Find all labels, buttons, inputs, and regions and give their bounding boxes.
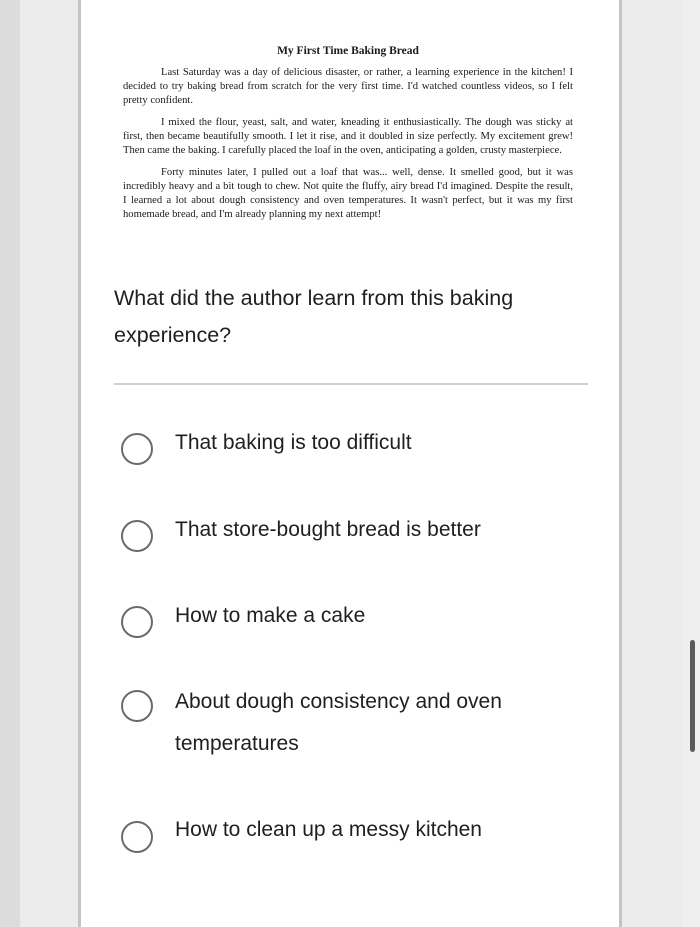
question-text: What did the author learn from this baking experience?: [114, 286, 514, 347]
passage-paragraph: Last Saturday was a day of delicious disaster, or rather, a learning experience in the kitchen! I decided to try baking bread from scratch for the very first time. I'd watched countless videos, so I felt pretty confident.: [123, 67, 573, 106]
scrollbar-track[interactable]: [682, 0, 700, 927]
answer-option-label: How to make a cake: [175, 604, 366, 627]
radio-button[interactable]: [121, 821, 153, 853]
left-background-rail: [0, 0, 20, 927]
passage-paragraph: Forty minutes later, I pulled out a loaf that was... well, dense. It smelled good, but it was incredibly heavy and a bit tough to chew. Not quite the fluffy, airy bread I'd imagined. Despite the result, I learned a lot about dough consistency and oven temperatures. It wasn't perfect, but it was my first homemade bread, and I'm already planning my next attempt!: [123, 167, 573, 220]
question-card: [78, 0, 622, 927]
passage-paragraph: I mixed the flour, yeast, salt, and water, kneading it enthusiastically. The dough was sticky at first, then became beautifully smooth. I let it rise, and it doubled in size perfectly. My excitement grew! Then came the baking. I carefully placed the loaf in the oven, anticipating a golden, crusty masterpiece.: [123, 117, 573, 156]
radio-button[interactable]: [121, 606, 153, 638]
answer-option-label: How to clean up a messy kitchen: [175, 818, 482, 841]
answer-option-label: That baking is too difficult: [175, 431, 412, 454]
radio-button[interactable]: [121, 690, 153, 722]
answer-option-label: About dough consistency and oven temperatures: [175, 690, 502, 755]
scrollbar-thumb[interactable]: [690, 640, 695, 752]
divider: [114, 383, 588, 385]
radio-button[interactable]: [121, 433, 153, 465]
radio-button[interactable]: [121, 520, 153, 552]
passage-title: My First Time Baking Bread: [277, 45, 419, 57]
answer-option-label: That store-bought bread is better: [175, 518, 481, 541]
reading-passage: [123, 44, 573, 230]
